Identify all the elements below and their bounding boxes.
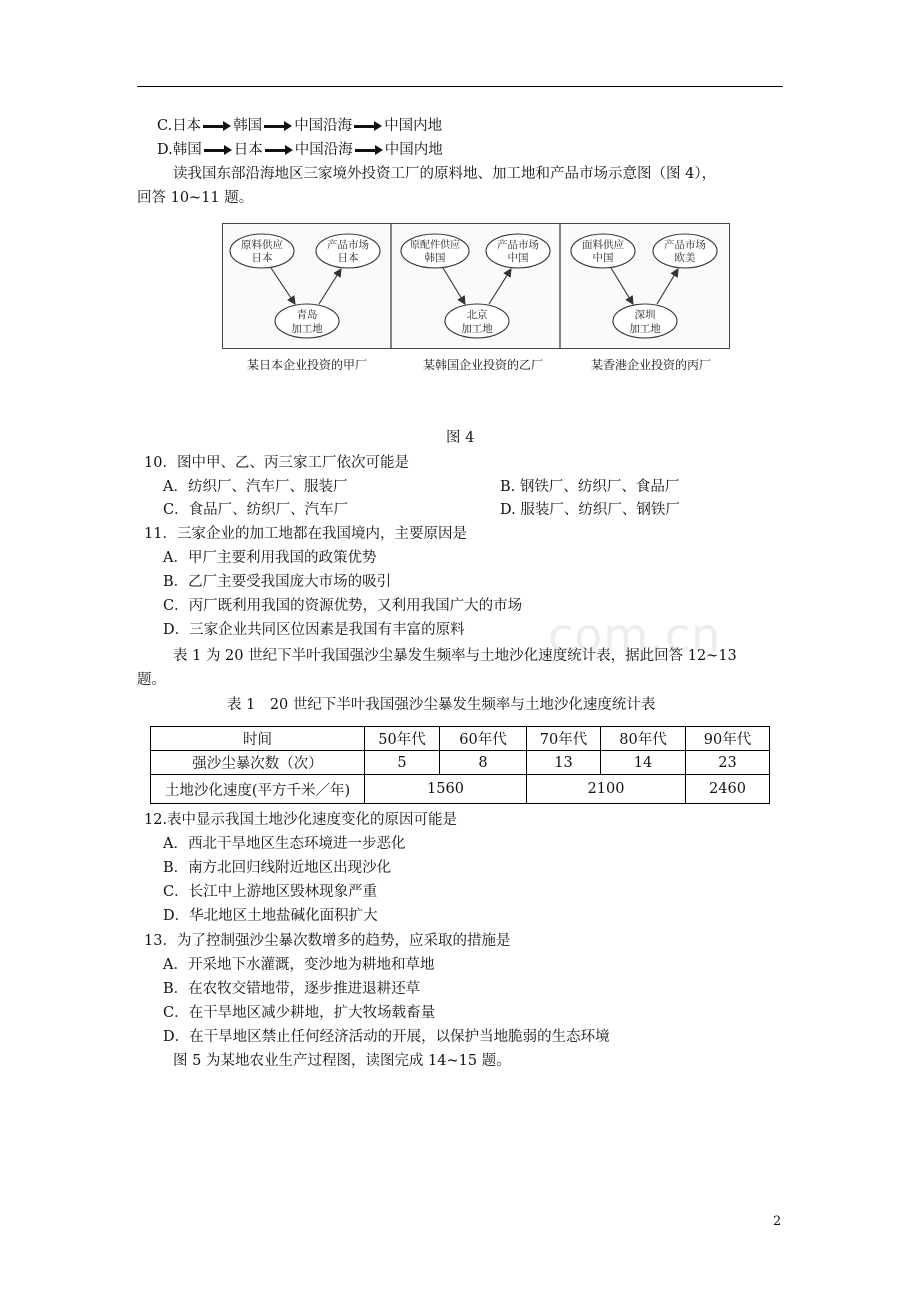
market-label-1: 产品市场 [497, 239, 539, 251]
chain-item: 中国内地 [384, 142, 443, 158]
q10-stem: 10．图中甲、乙、丙三家工厂依次可能是 [144, 455, 409, 471]
right-arrow-icon [265, 145, 293, 155]
table-cell: 14 [601, 751, 686, 775]
header-cell: 80年代 [601, 727, 686, 751]
site-label-1: 深圳 [634, 309, 656, 321]
row-label: 强沙尘暴次数（次） [151, 751, 365, 775]
figure-4-diagram [222, 223, 730, 349]
market-label-1: 产品市场 [664, 239, 706, 251]
table-cell: 23 [686, 751, 770, 775]
chain-item: 中国沿海 [294, 142, 353, 158]
chain-item: 中国内地 [384, 118, 443, 134]
right-arrow-icon [354, 121, 382, 131]
flow-arrow-icon [657, 269, 678, 304]
right-arrow-icon [204, 145, 232, 155]
q11-stem: 11．三家企业的加工地都在我国境内，主要原因是 [144, 526, 467, 542]
caption-panel-3: 某香港企业投资的丙厂 [591, 358, 712, 372]
source-label-1: 面料供应 [582, 239, 624, 251]
q13-option-b: B．在农牧交错地带，逐步推进退耕还草 [163, 981, 421, 997]
option-d-prev [157, 140, 443, 160]
market-label-2: 日本 [337, 252, 359, 264]
intro-fig5: 图 5 为某地农业生产过程图，读图完成 14~15 题。 [173, 1053, 511, 1069]
q13-option-a: A．开采地下水灌溉，变沙地为耕地和草地 [163, 957, 435, 973]
watermark: com.cn [548, 608, 722, 662]
header-cell: 60年代 [440, 727, 527, 751]
table-cell: 5 [365, 751, 440, 775]
chain-item: 日本 [233, 142, 263, 158]
flow-arrow-icon [319, 269, 341, 304]
header-cell: 50年代 [365, 727, 440, 751]
source-label-1: 原配件供应 [410, 240, 460, 251]
source-label-2: 中国 [592, 252, 614, 264]
header-cell: 90年代 [686, 727, 770, 751]
source-label-1: 原料供应 [241, 239, 283, 251]
header-cell: 时间 [151, 727, 365, 751]
flow-arrow-icon [271, 268, 295, 304]
q12-stem: 12.表中显示我国土地沙化速度变化的原因可能是 [144, 812, 458, 828]
table-cell: 8 [440, 751, 527, 775]
header-cell: 70年代 [527, 727, 601, 751]
q11-option-a: A．甲厂主要利用我国的政策优势 [163, 550, 377, 566]
site-label-1: 青岛 [296, 309, 318, 321]
chain-item: 中国沿海 [294, 118, 353, 134]
market-label-2: 中国 [507, 252, 529, 264]
chain-item: 日本 [172, 118, 202, 134]
q11-option-d: D．三家企业共同区位因素是我国有丰富的原料 [163, 622, 465, 638]
table-row [151, 751, 770, 775]
panel-3 [571, 234, 717, 338]
right-arrow-icon [355, 145, 383, 155]
q12-option-d: D．华北地区土地盐碱化面积扩大 [163, 908, 378, 924]
option-c-prev [157, 116, 442, 136]
chain-item: 韩国 [233, 118, 263, 134]
figure-4-svg [223, 224, 729, 348]
page-number: 2 [773, 1214, 782, 1229]
table-cell: 2460 [686, 775, 770, 804]
option-letter: D. [157, 142, 173, 158]
table-cell: 1560 [365, 775, 527, 804]
site-label-2: 加工地 [291, 323, 323, 335]
header-rule [137, 86, 783, 87]
q13-option-d: D．在干旱地区禁止任何经济活动的开展，以保护当地脆弱的生态环境 [163, 1029, 610, 1045]
source-label-2: 日本 [251, 252, 273, 264]
q13-option-c: C．在干旱地区减少耕地，扩大牧场载畜量 [163, 1005, 436, 1021]
option-letter: C. [157, 118, 173, 134]
panel-2 [401, 234, 550, 338]
flow-arrow-icon [489, 269, 511, 304]
caption-panel-1: 某日本企业投资的甲厂 [247, 358, 368, 372]
table-1 [150, 726, 770, 804]
q11-option-b: B．乙厂主要受我国庞大市场的吸引 [163, 574, 392, 590]
site-label-1: 北京 [466, 309, 488, 321]
table1-title: 表 1 20 世纪下半叶我国强沙尘暴发生频率与土地沙化速度统计表 [227, 697, 656, 713]
q12-option-a: A．西北干旱地区生态环境进一步恶化 [163, 836, 406, 852]
caption-panel-2: 某韩国企业投资的乙厂 [423, 358, 544, 372]
right-arrow-icon [203, 121, 231, 131]
intro-fig4-line2: 回答 10~11 题。 [137, 190, 254, 206]
table-row [151, 775, 770, 804]
q12-option-b: B．南方北回归线附近地区出现沙化 [163, 860, 392, 876]
table-cell: 2100 [527, 775, 686, 804]
q11-option-c: C．丙厂既利用我国的资源优势，又利用我国广大的市场 [163, 598, 523, 614]
intro-table1-line2: 题。 [137, 672, 166, 688]
q10-option-a: A．纺织厂、汽车厂、服装厂 [163, 479, 348, 495]
table-cell: 13 [527, 751, 601, 775]
q13-stem: 13．为了控制强沙尘暴次数增多的趋势，应采取的措施是 [144, 933, 511, 949]
chain-item: 韩国 [172, 142, 202, 158]
flow-arrow-icon [611, 268, 633, 304]
q12-option-c: C．长江中上游地区毁林现象严重 [163, 884, 378, 900]
panel-1 [230, 234, 380, 338]
site-label-2: 加工地 [629, 323, 661, 335]
market-label-1: 产品市场 [327, 239, 369, 251]
q10-option-b: B. 钢铁厂、纺织厂、食品厂 [500, 479, 680, 495]
table-header-row [151, 727, 770, 751]
figure-4-label: 图 4 [446, 430, 475, 446]
intro-fig4-line1: 读我国东部沿海地区三家境外投资工厂的原料地、加工地和产品市场示意图（图 4）， [173, 166, 717, 182]
q10-option-d: D. 服装厂、纺织厂、钢铁厂 [500, 502, 680, 518]
right-arrow-icon [264, 121, 292, 131]
source-label-2: 韩国 [424, 252, 446, 264]
flow-arrow-icon [443, 268, 465, 304]
market-label-2: 欧美 [674, 252, 696, 264]
intro-table1-line1: 表 1 为 20 世纪下半叶我国强沙尘暴发生频率与土地沙化速度统计表，据此回答 12~13 [173, 648, 737, 664]
site-label-2: 加工地 [461, 323, 493, 335]
q10-option-c: C．食品厂、纺织厂、汽车厂 [163, 502, 349, 518]
row-label: 土地沙化速度(平方千米／年) [151, 775, 365, 804]
